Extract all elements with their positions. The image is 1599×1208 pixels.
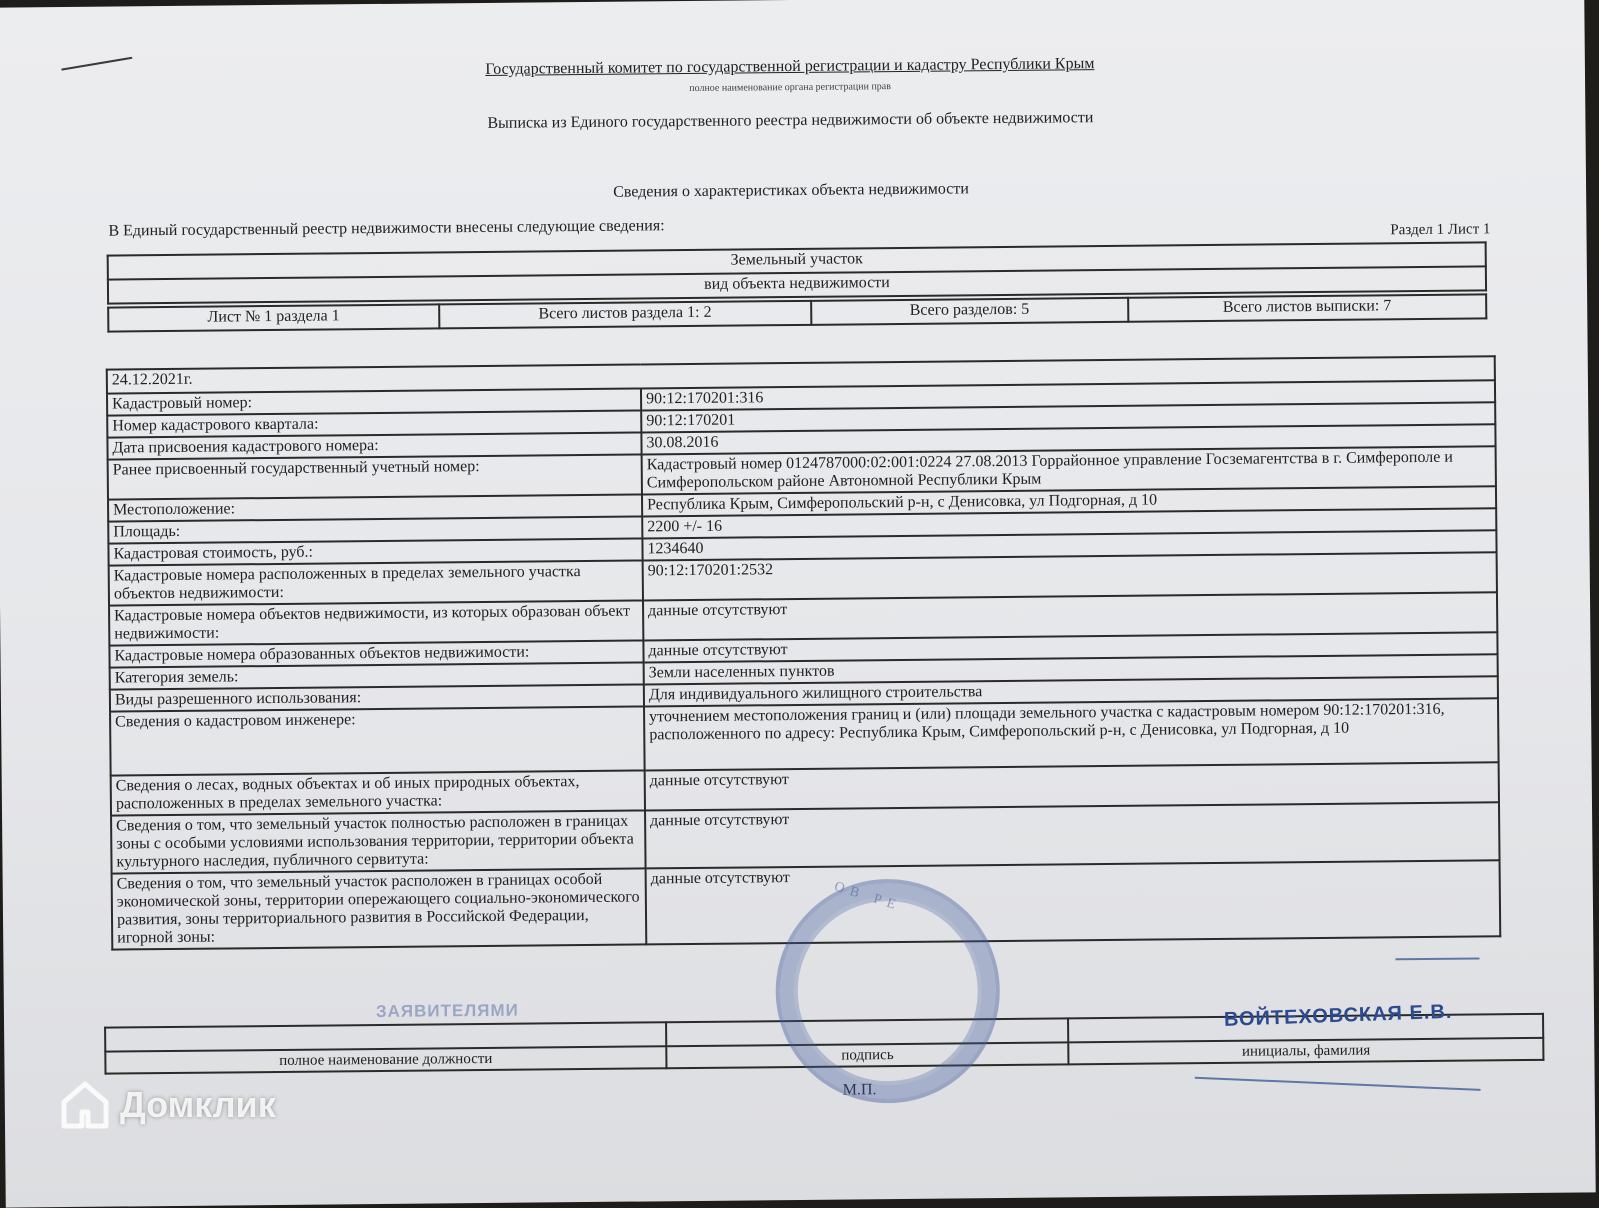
sheets-in-section: Всего листов раздела 1: 2 bbox=[439, 301, 811, 329]
sections-total: Всего разделов: 5 bbox=[811, 298, 1128, 325]
row-label: Местоположение: bbox=[108, 494, 642, 521]
row-label: Кадастровые номера расположенных в пределах земельного участка объектов недвижимости: bbox=[109, 560, 643, 605]
row-label: Кадастровые номера объектов недвижимости, из которых образован объект недвижимости: bbox=[109, 600, 643, 645]
signature-caption: подпись bbox=[666, 1042, 1069, 1068]
sheet-no: Лист № 1 раздела 1 bbox=[108, 304, 439, 331]
row-label: Дата присвоения кадастрового номера: bbox=[107, 432, 641, 459]
characteristics-table bbox=[106, 355, 1502, 950]
name-caption: инициалы, фамилия bbox=[1069, 1038, 1544, 1065]
extract-title: Выписка из Единого государственного реестра недвижимости об объекте недвижимости bbox=[487, 109, 1094, 132]
row-value: Республика Крым, Симферопольский р-н, с Денисовка, ул Подгорная, д 10 bbox=[642, 486, 1496, 516]
row-label: Виды разрешенного использования: bbox=[110, 684, 644, 711]
object-type: Земельный участок bbox=[108, 242, 1486, 279]
ink-line bbox=[1395, 957, 1479, 960]
name-stamp: ВОЙТЕХОВСКАЯ Е.В. bbox=[1223, 1000, 1453, 1031]
row-value: данные отсутствуют bbox=[643, 592, 1497, 640]
row-label: Сведения о лесах, водных объектах и об иных природных объектах, расположенных в пределах земельного участка: bbox=[111, 770, 645, 815]
row-label: Кадастровый номер: bbox=[107, 388, 641, 415]
row-value: данные отсутствуют bbox=[645, 762, 1499, 810]
row-value: 30.08.2016 bbox=[641, 424, 1495, 454]
round-stamp-text: ОВ РЕ bbox=[832, 879, 903, 915]
faint-stamp: ЗАЯВИТЕЛЯМИ bbox=[375, 1000, 519, 1022]
watermark bbox=[60, 1080, 276, 1130]
row-value: 90:12:170201:316 bbox=[641, 380, 1495, 410]
row-label: Номер кадастрового квартала: bbox=[107, 410, 641, 437]
extract-date: 24.12.2021г. bbox=[107, 356, 1495, 393]
sheets-total: Всего листов выписки: 7 bbox=[1128, 294, 1487, 321]
ink-line bbox=[1195, 1077, 1481, 1091]
section-label: Раздел 1 Лист 1 bbox=[1390, 221, 1491, 239]
row-label: Сведения о кадастровом инженере: bbox=[110, 706, 645, 775]
object-type-caption: вид объекта недвижимости bbox=[108, 266, 1486, 303]
row-value: Земли населенных пунктов bbox=[644, 654, 1498, 684]
row-label: Кадастровые номера образованных объектов недвижимости: bbox=[109, 640, 643, 667]
row-value: 1234640 bbox=[642, 530, 1496, 560]
house-icon bbox=[60, 1080, 110, 1130]
row-value: 90:12:170201:2532 bbox=[643, 552, 1497, 600]
row-value: Кадастровый номер 0124787000:02:001:0224 27.08.2013 Горрайонное управление Госземагентства в г. Симферополе и Симферопольском районе Автономной Республики Крым bbox=[642, 446, 1496, 494]
row-label: Сведения о том, что земельный участок полностью расположен в границах зоны с особыми условиями использования территории, территории объекта культурного наследия, публичного сервитута: bbox=[111, 810, 646, 873]
row-label: Категория земель: bbox=[110, 662, 644, 689]
row-label: Сведения о том, что земельный участок расположен в границах особой экономической зоны, территории опережающего социально-экономического развития, зоны территориального развития в Российской Федерации, игорной зоны: bbox=[112, 868, 647, 949]
row-value: данные отсутствуют bbox=[645, 802, 1500, 868]
authority-name: Государственный комитет по государственной регистрации и кадастру Республики Крым bbox=[485, 55, 1095, 78]
row-value: Для индивидуального жилищного строительства bbox=[644, 676, 1498, 706]
row-value: данные отсутствуют bbox=[643, 632, 1497, 662]
watermark-brand: Домклик bbox=[120, 1084, 276, 1125]
row-value: 90:12:170201 bbox=[641, 402, 1495, 432]
row-value: уточнением местоположения границ и (или) площади земельного участка с кадастровым номером 90:12:170201:316, расположенного по адресу: Республика Крым, Симферопольский р-н, с Денисовка, ул Подгорная, д 10 bbox=[644, 698, 1499, 770]
row-label: Площадь: bbox=[108, 516, 642, 543]
intro-text: В Единый государственный реестр недвижимости внесены следующие сведения: bbox=[108, 217, 665, 240]
seal-place: М.П. bbox=[842, 1081, 877, 1099]
authority-caption: полное наименование органа регистрации прав bbox=[689, 81, 891, 94]
row-label: Ранее присвоенный государственный учетный номер: bbox=[108, 454, 642, 499]
row-label: Кадастровая стоимость, руб.: bbox=[108, 538, 642, 565]
position-caption: полное наименование должности bbox=[105, 1046, 666, 1073]
row-value: данные отсутствуют bbox=[646, 860, 1501, 944]
row-value: 2200 +/- 16 bbox=[642, 508, 1496, 538]
info-title: Сведения о характеристиках объекта недвижимости bbox=[613, 180, 970, 201]
